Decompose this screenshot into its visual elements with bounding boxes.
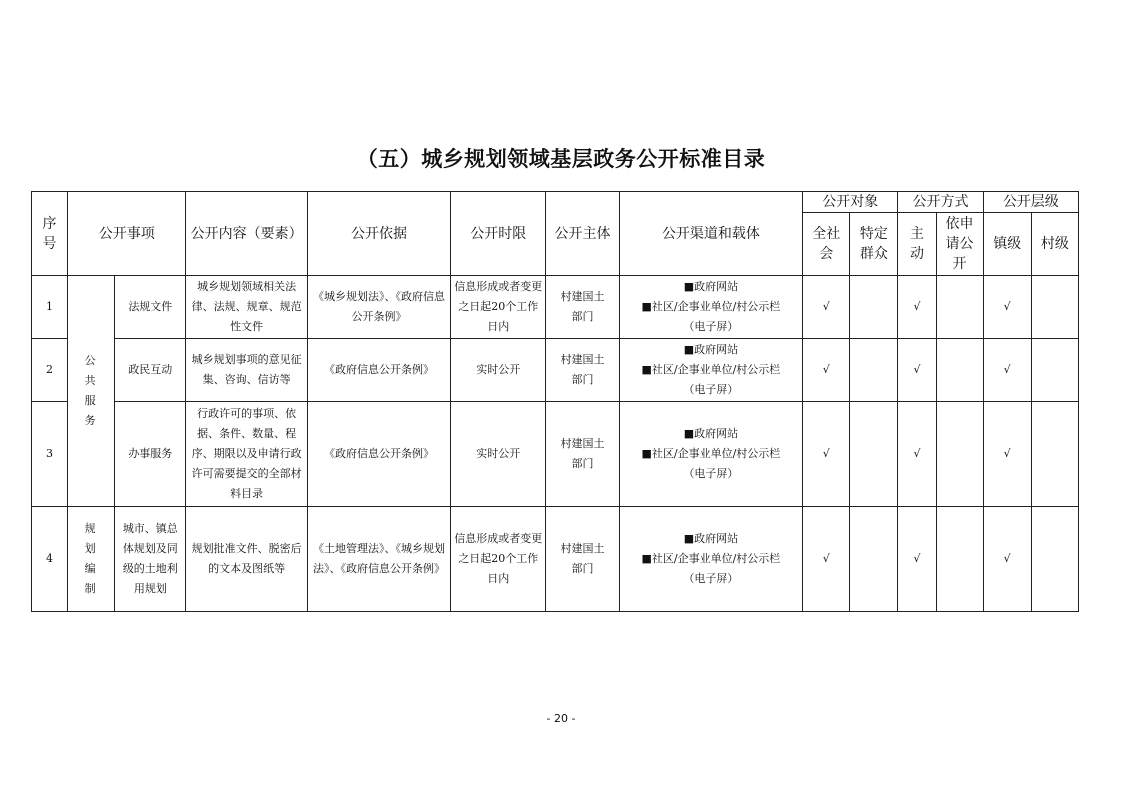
check-all: √ — [803, 402, 850, 507]
row-basis: 《城乡规划法》、《政府信息公开条例》 — [307, 276, 450, 339]
row-seq: 2 — [32, 339, 68, 402]
row-content: 城乡规划领域相关法律、法规、规章、规范性文件 — [186, 276, 307, 339]
check-town: √ — [983, 402, 1031, 507]
check-request — [936, 507, 983, 612]
header-item: 公开事项 — [68, 192, 186, 276]
row-subject: 村建国土部门 — [546, 276, 619, 339]
header-channel: 公开渠道和载体 — [619, 192, 803, 276]
table-row — [32, 276, 1079, 339]
row-content: 行政许可的事项、依据、条件、数量、程序、期限以及申请行政许可需要提交的全部材料目录 — [186, 402, 307, 507]
channel-item: ■社区/企事业单位/村公示栏 — [641, 552, 781, 565]
check-village — [1031, 339, 1078, 402]
channel-item: ■政府网站 — [683, 532, 739, 545]
check-town: √ — [983, 339, 1031, 402]
header-audience: 公开对象 — [803, 192, 898, 213]
page-number: - 20 - — [546, 712, 576, 725]
row-channel — [619, 507, 803, 612]
row-channel — [619, 339, 803, 402]
row-channel — [619, 402, 803, 507]
channel-item: ■政府网站 — [683, 427, 739, 440]
header-level: 公开层级 — [983, 192, 1078, 213]
check-request — [936, 276, 983, 339]
check-specific — [850, 276, 898, 339]
channel-item: ■政府网站 — [683, 280, 739, 293]
row-seq: 3 — [32, 402, 68, 507]
row-content: 规划批准文件、脱密后的文本及图纸等 — [186, 507, 307, 612]
channel-item: ■社区/企事业单位/村公示栏 — [641, 447, 781, 460]
check-all: √ — [803, 339, 850, 402]
row-basis: 《政府信息公开条例》 — [307, 402, 450, 507]
check-active: √ — [898, 339, 936, 402]
channel-item: ■政府网站 — [683, 343, 739, 356]
table-row — [32, 402, 1079, 507]
row-time-limit: 实时公开 — [451, 402, 546, 507]
header-content: 公开内容（要素） — [186, 192, 307, 276]
check-active: √ — [898, 507, 936, 612]
row-sub-item: 政民互动 — [115, 339, 186, 402]
row-seq: 1 — [32, 276, 68, 339]
row-channel — [619, 276, 803, 339]
check-village — [1031, 507, 1078, 612]
header-audience-specific: 特定群众 — [850, 213, 898, 276]
header-method-request: 依申请公开 — [936, 213, 983, 276]
row-sub-item: 法规文件 — [115, 276, 186, 339]
group-cell: 规划编制 — [68, 507, 115, 612]
channel-item: ■社区/企事业单位/村公示栏 — [641, 300, 781, 313]
header-basis: 公开依据 — [307, 192, 450, 276]
disclosure-catalog-table — [31, 191, 1079, 612]
check-specific — [850, 402, 898, 507]
check-request — [936, 339, 983, 402]
header-audience-all: 全社会 — [803, 213, 850, 276]
row-time-limit: 信息形成或者变更之日起20个工作日内 — [451, 507, 546, 612]
header-method-active: 主动 — [898, 213, 936, 276]
header-seq: 序号 — [32, 192, 68, 276]
table-row — [32, 507, 1079, 612]
row-subject: 村建国土部门 — [546, 507, 619, 612]
row-content: 城乡规划事项的意见征集、咨询、信访等 — [186, 339, 307, 402]
channel-item: （电子屏） — [683, 467, 739, 480]
check-specific — [850, 339, 898, 402]
page-title: （五）城乡规划领域基层政务公开标准目录 — [356, 147, 766, 171]
channel-item: （电子屏） — [683, 320, 739, 333]
channel-item: ■社区/企事业单位/村公示栏 — [641, 363, 781, 376]
check-specific — [850, 507, 898, 612]
row-sub-item: 城市、镇总体规划及同级的土地利用规划 — [115, 507, 186, 612]
channel-item: （电子屏） — [683, 572, 739, 585]
check-active: √ — [898, 276, 936, 339]
table-row — [32, 339, 1079, 402]
check-all: √ — [803, 507, 850, 612]
check-all: √ — [803, 276, 850, 339]
row-basis: 《土地管理法》、《城乡规划法》、《政府信息公开条例》 — [307, 507, 450, 612]
header-time-limit: 公开时限 — [451, 192, 546, 276]
check-village — [1031, 276, 1078, 339]
header-subject: 公开主体 — [546, 192, 619, 276]
header-level-town: 镇级 — [983, 213, 1031, 276]
header-level-village: 村级 — [1031, 213, 1078, 276]
check-active: √ — [898, 402, 936, 507]
row-basis: 《政府信息公开条例》 — [307, 339, 450, 402]
check-request — [936, 402, 983, 507]
group-cell: 公共服务 — [68, 276, 115, 507]
row-sub-item: 办事服务 — [115, 402, 186, 507]
row-subject: 村建国土部门 — [546, 402, 619, 507]
header-method: 公开方式 — [898, 192, 983, 213]
check-village — [1031, 402, 1078, 507]
row-time-limit: 信息形成或者变更之日起20个工作日内 — [451, 276, 546, 339]
check-town: √ — [983, 276, 1031, 339]
channel-item: （电子屏） — [683, 383, 739, 396]
row-time-limit: 实时公开 — [451, 339, 546, 402]
check-town: √ — [983, 507, 1031, 612]
row-subject: 村建国土部门 — [546, 339, 619, 402]
row-seq: 4 — [32, 507, 68, 612]
